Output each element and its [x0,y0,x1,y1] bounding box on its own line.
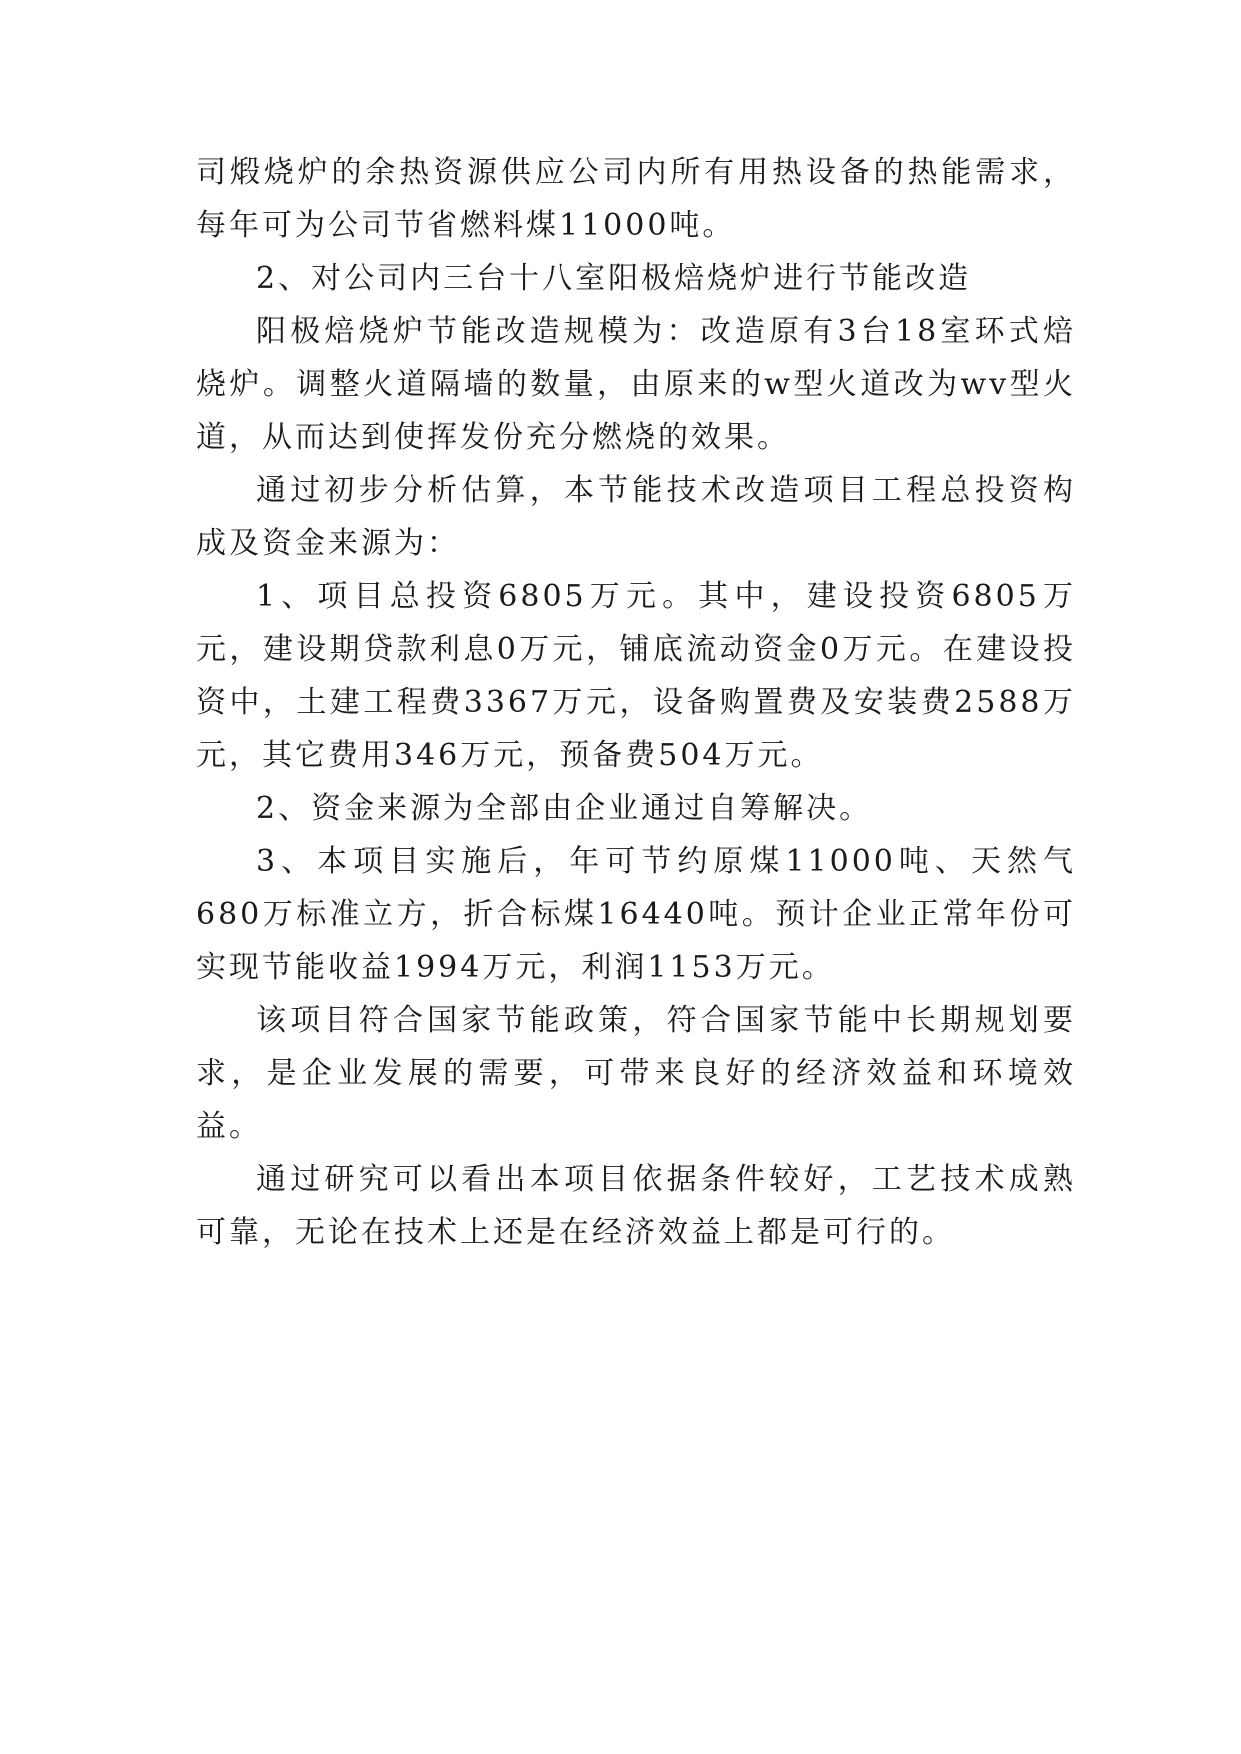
paragraph-continuation: 司煅烧炉的余热资源供应公司内所有用热设备的热能需求，每年可为公司节省燃料煤11000吨。 [196,155,1076,243]
paragraph-policy-compliance: 该项目符合国家节能政策，符合国家节能中长期规划要求，是企业发展的需要，可带来良好的经济效益和环境效益。 [196,1003,1076,1144]
paragraph-funding-source: 2、资金来源为全部由企业通过自筹解决。 [256,791,873,826]
paragraph-renovation-scale: 阳极焙烧炉节能改造规模为：改造原有3台18室环式焙烧炉。调整火道隔墙的数量，由原来的w型火道改为wv型火道，从而达到使挥发份充分燃烧的效果。 [196,314,1076,455]
document-body [196,146,1076,1259]
paragraph-investment-intro: 通过初步分析估算，本节能技术改造项目工程总投资构成及资金来源为： [196,473,1076,561]
paragraph-total-investment: 1、项目总投资6805万元。其中，建设投资6805万元，建设期贷款利息0万元，铺底流动资金0万元。在建设投资中，土建工程费3367万元，设备购置费及安装费2588万元，其它费用346万元，预备费504万元。 [196,579,1076,773]
paragraph-item-2-heading: 2、对公司内三台十八室阳极焙烧炉进行节能改造 [256,261,972,296]
paragraph-conclusion: 通过研究可以看出本项目依据条件较好，工艺技术成熟可靠，无论在技术上还是在经济效益上都是可行的。 [196,1162,1076,1250]
paragraph-savings: 3、本项目实施后，年可节约原煤11000吨、天然气680万标准立方，折合标煤16440吨。预计企业正常年份可实现节能收益1994万元，利润1153万元。 [196,844,1076,985]
